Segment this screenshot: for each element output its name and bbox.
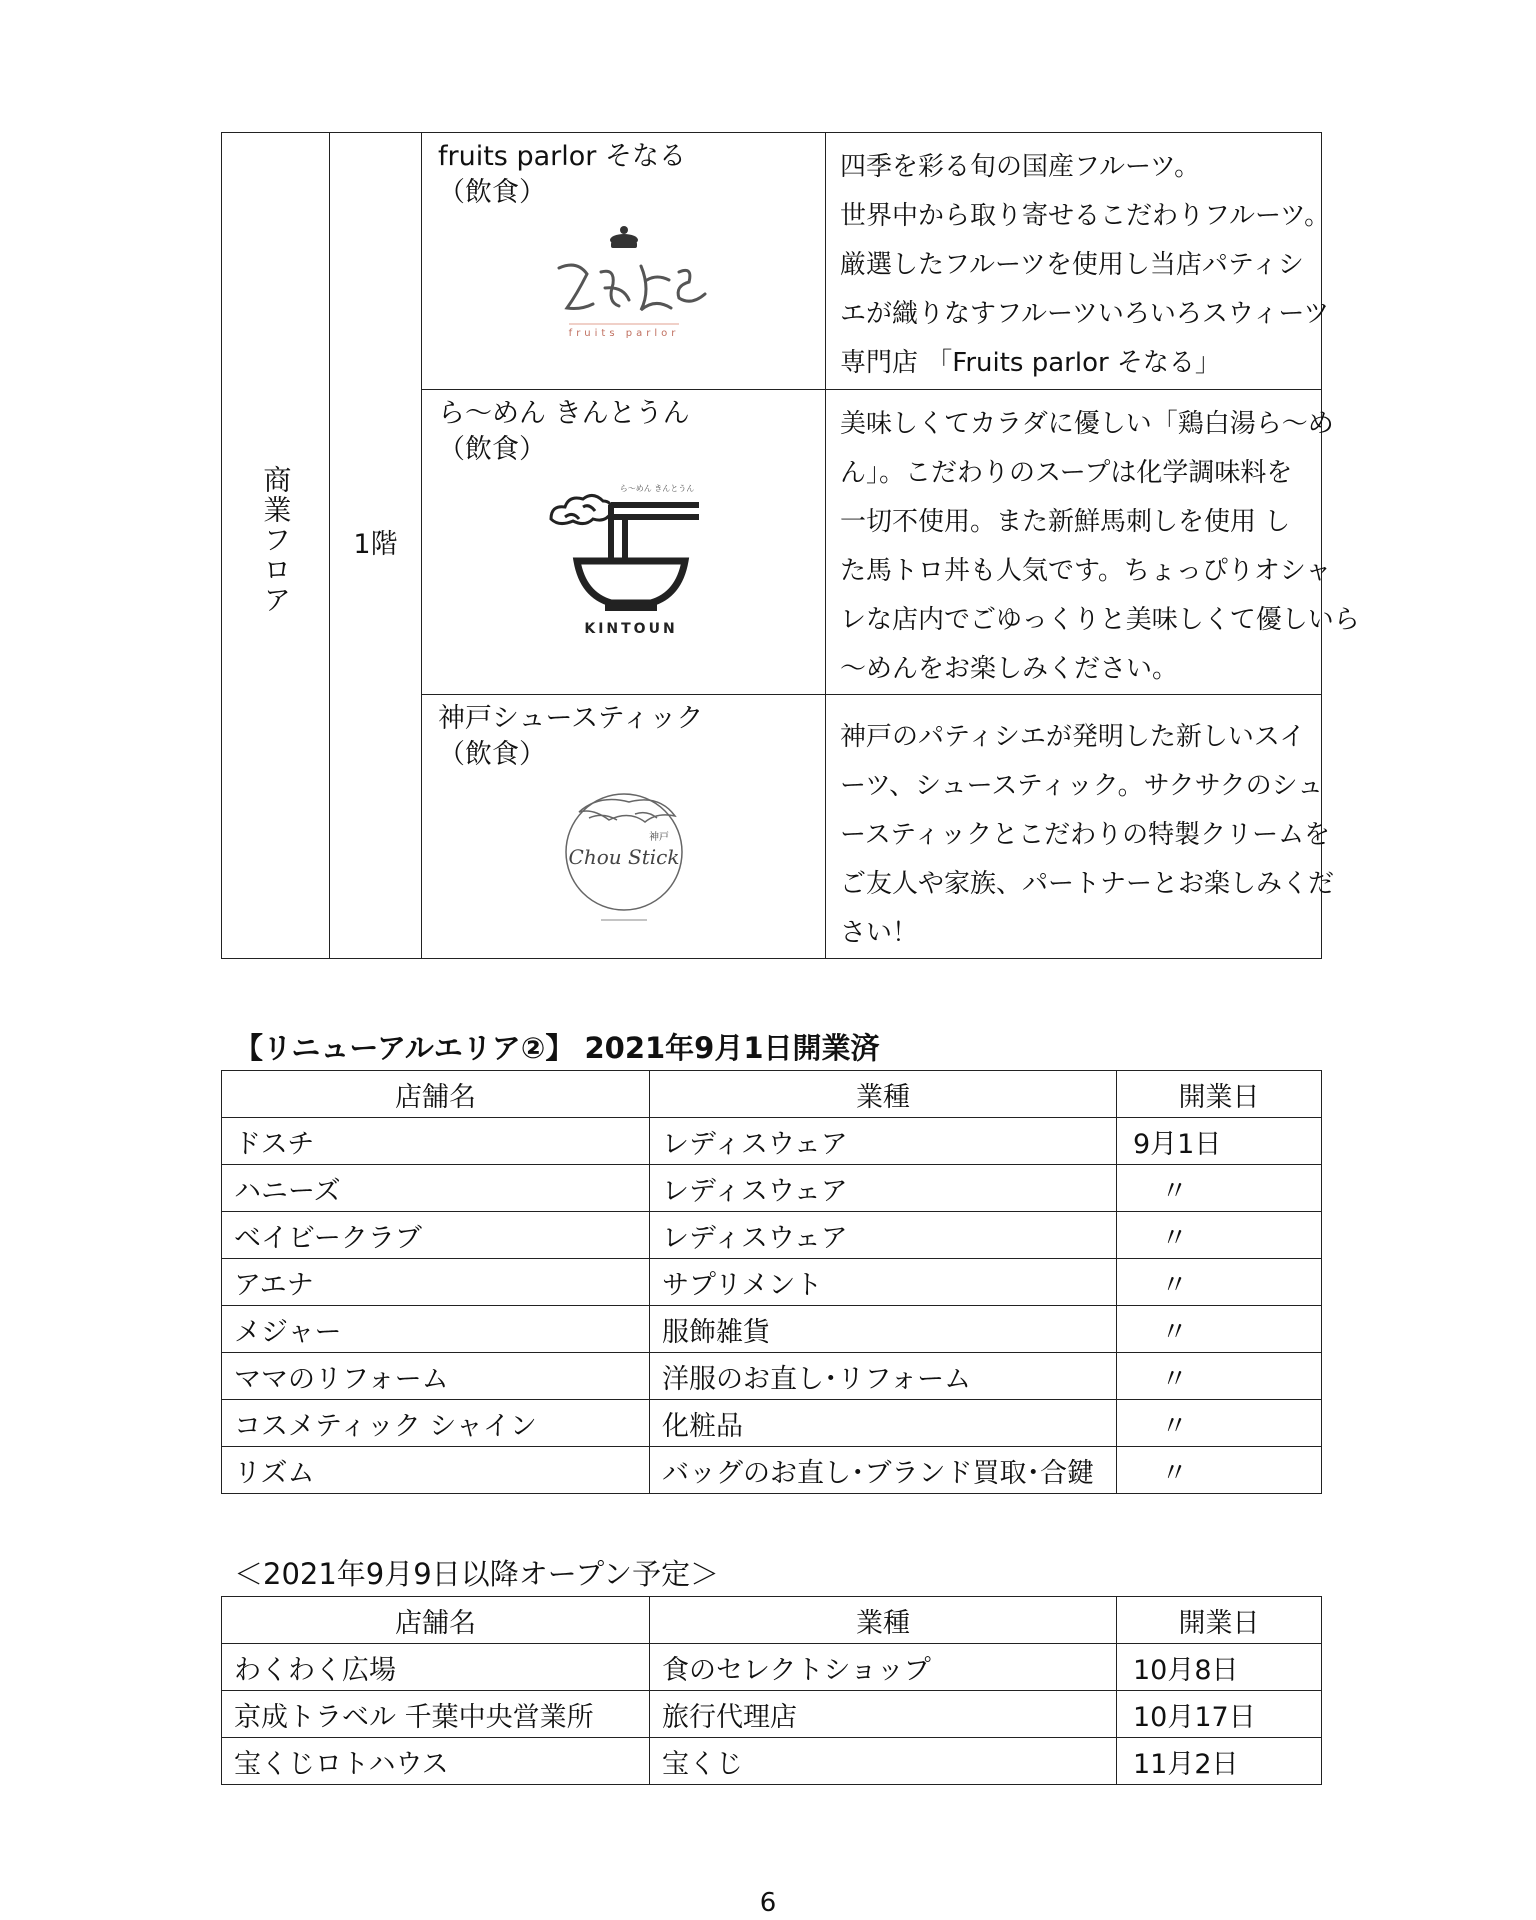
shop-name: ドスチ	[222, 1118, 650, 1165]
shop-name: 宝くじロトハウス	[222, 1738, 650, 1785]
floor-area-cell	[222, 133, 330, 959]
shop-logo-kintoun	[438, 477, 809, 637]
open-date: 10月8日	[1117, 1644, 1322, 1691]
description-line: 厳選したフルーツを使用し当店パティシ	[840, 250, 1304, 280]
choux-stick-logo-icon	[549, 782, 699, 932]
description-line: ご友人や家族、パートナーとお楽しみくだ	[840, 869, 1335, 899]
business-type: バッグのお直し･ブランド買取･合鍵	[650, 1447, 1117, 1494]
business-type: レディスウェア	[650, 1212, 1117, 1259]
floor-level-label: 1階	[353, 529, 398, 561]
shop-cell	[422, 695, 826, 959]
shop-logo-subtext: 神戸	[648, 831, 669, 843]
shop-description-cell	[826, 390, 1360, 695]
open-date: 〃	[1117, 1447, 1322, 1494]
table-row	[222, 1738, 1322, 1785]
business-type: 食のセレクトショップ	[650, 1644, 1117, 1691]
open-date: 〃	[1117, 1400, 1322, 1447]
business-type: 洋服のお直し･リフォーム	[650, 1353, 1117, 1400]
description-line: ん」。こだわりのスープは化学調味料を	[840, 458, 1293, 488]
open-date: 10月17日	[1117, 1691, 1322, 1738]
header-business-type: 業種	[650, 1597, 1117, 1644]
shop-logo-sonaru	[438, 220, 809, 340]
table-row	[222, 1400, 1322, 1447]
shop-logo-subtext: fruits parlor	[568, 327, 679, 339]
open-date: 11月2日	[1117, 1738, 1322, 1785]
business-type: 化粧品	[650, 1400, 1117, 1447]
table-row	[222, 1353, 1322, 1400]
ramen-bowl-icon	[539, 477, 709, 637]
page-number: 6	[759, 1888, 777, 1918]
shop-name: 京成トラベル 千葉中央営業所	[222, 1691, 650, 1738]
shop-description-cell	[826, 695, 1335, 959]
table-header-row	[222, 1071, 1322, 1118]
shop-category: （飲食）	[438, 739, 546, 771]
shop-name: アエナ	[222, 1259, 650, 1306]
shop-name: ハニーズ	[222, 1165, 650, 1212]
shop-logo-subtext: ら～めん きんとうん	[619, 483, 694, 493]
description-line: ～めんをお楽しみください。	[840, 654, 1179, 684]
floor-level-cell	[330, 133, 422, 959]
fruit-basket-icon	[529, 220, 719, 340]
business-type: 宝くじ	[650, 1738, 1117, 1785]
header-open-date: 開業日	[1117, 1597, 1322, 1644]
description-line: ースティックとこだわりの特製クリームを	[840, 820, 1331, 850]
table-row	[222, 1691, 1322, 1738]
open-date: 〃	[1117, 1306, 1322, 1353]
table-row	[222, 1259, 1322, 1306]
shop-logo-text: Chou Stick	[568, 844, 679, 869]
shop-description-cell	[826, 133, 1331, 390]
shop-row	[222, 133, 1322, 390]
shop-cell	[422, 133, 826, 390]
shop-logo-text: KINTOUN	[583, 620, 678, 637]
renewal-table	[221, 1070, 1322, 1494]
shop-name: リズム	[222, 1447, 650, 1494]
description-line: ーツ、シュースティック。サクサクのシュ	[840, 771, 1324, 801]
shop-category: （飲食）	[438, 177, 546, 209]
floor-area-label: 商業フロア	[259, 465, 293, 616]
business-type: レディスウェア	[650, 1118, 1117, 1165]
table-row	[222, 1118, 1322, 1165]
description-line: た馬トロ丼も人気です。ちょっぴりオシャ	[840, 556, 1332, 586]
shop-logo-choux-stick	[438, 782, 809, 932]
shop-name: ベイビークラブ	[222, 1212, 650, 1259]
header-shop-name: 店舗名	[222, 1597, 650, 1644]
table-row	[222, 1165, 1322, 1212]
open-date: 〃	[1117, 1212, 1322, 1259]
header-shop-name: 店舗名	[222, 1071, 650, 1118]
description-line: 一切不使用。また新鮮馬刺しを使用 し	[840, 507, 1291, 537]
shop-name: コスメティック シャイン	[222, 1400, 650, 1447]
table-row	[222, 1644, 1322, 1691]
header-open-date: 開業日	[1117, 1071, 1322, 1118]
description-line: 世界中から取り寄せるこだわりフルーツ。	[840, 201, 1331, 231]
shop-name: ら～めん きんとうん	[438, 398, 690, 429]
shop-name: ママのリフォーム	[222, 1353, 650, 1400]
shop-name: わくわく広場	[222, 1644, 650, 1691]
description-line: レな店内でごゆっくりと美味しくて優しいら	[840, 605, 1360, 635]
description-line: 四季を彩る旬の国産フルーツ。	[840, 152, 1201, 182]
description-line: 美味しくてカラダに優しい「鶏白湯ら～め	[840, 409, 1334, 439]
table-row	[222, 1212, 1322, 1259]
description-line: 専門店 「Fruits parlor そなる」	[840, 348, 1221, 378]
shop-name: 神戸シュースティック	[438, 703, 704, 734]
description-line: エが織りなすフルーツいろいろスウィーツ	[840, 299, 1330, 329]
table-header-row	[222, 1597, 1322, 1644]
open-date: 〃	[1117, 1259, 1322, 1306]
open-date: 〃	[1117, 1165, 1322, 1212]
shop-cell	[422, 390, 826, 695]
header-business-type: 業種	[650, 1071, 1117, 1118]
upcoming-table	[221, 1596, 1322, 1785]
description-line: 神戸のパティシエが発明した新しいスイ	[840, 722, 1306, 752]
business-type: レディスウェア	[650, 1165, 1117, 1212]
shop-table	[221, 132, 1360, 959]
open-date: 〃	[1117, 1353, 1322, 1400]
upcoming-heading: ＜2021年9月9日以降オープン予定＞	[234, 1557, 720, 1591]
description-line: さい！	[840, 918, 919, 948]
table-row	[222, 1447, 1322, 1494]
business-type: 服飾雑貨	[650, 1306, 1117, 1353]
table-row	[222, 1306, 1322, 1353]
shop-name: fruits parlor そなる	[438, 141, 686, 172]
shop-category: （飲食）	[438, 434, 546, 466]
open-date: 9月1日	[1117, 1118, 1322, 1165]
renewal-heading: 【リニューアルエリア②】 2021年9月1日開業済	[234, 1031, 880, 1065]
business-type: サプリメント	[650, 1259, 1117, 1306]
shop-name: メジャー	[222, 1306, 650, 1353]
business-type: 旅行代理店	[650, 1691, 1117, 1738]
